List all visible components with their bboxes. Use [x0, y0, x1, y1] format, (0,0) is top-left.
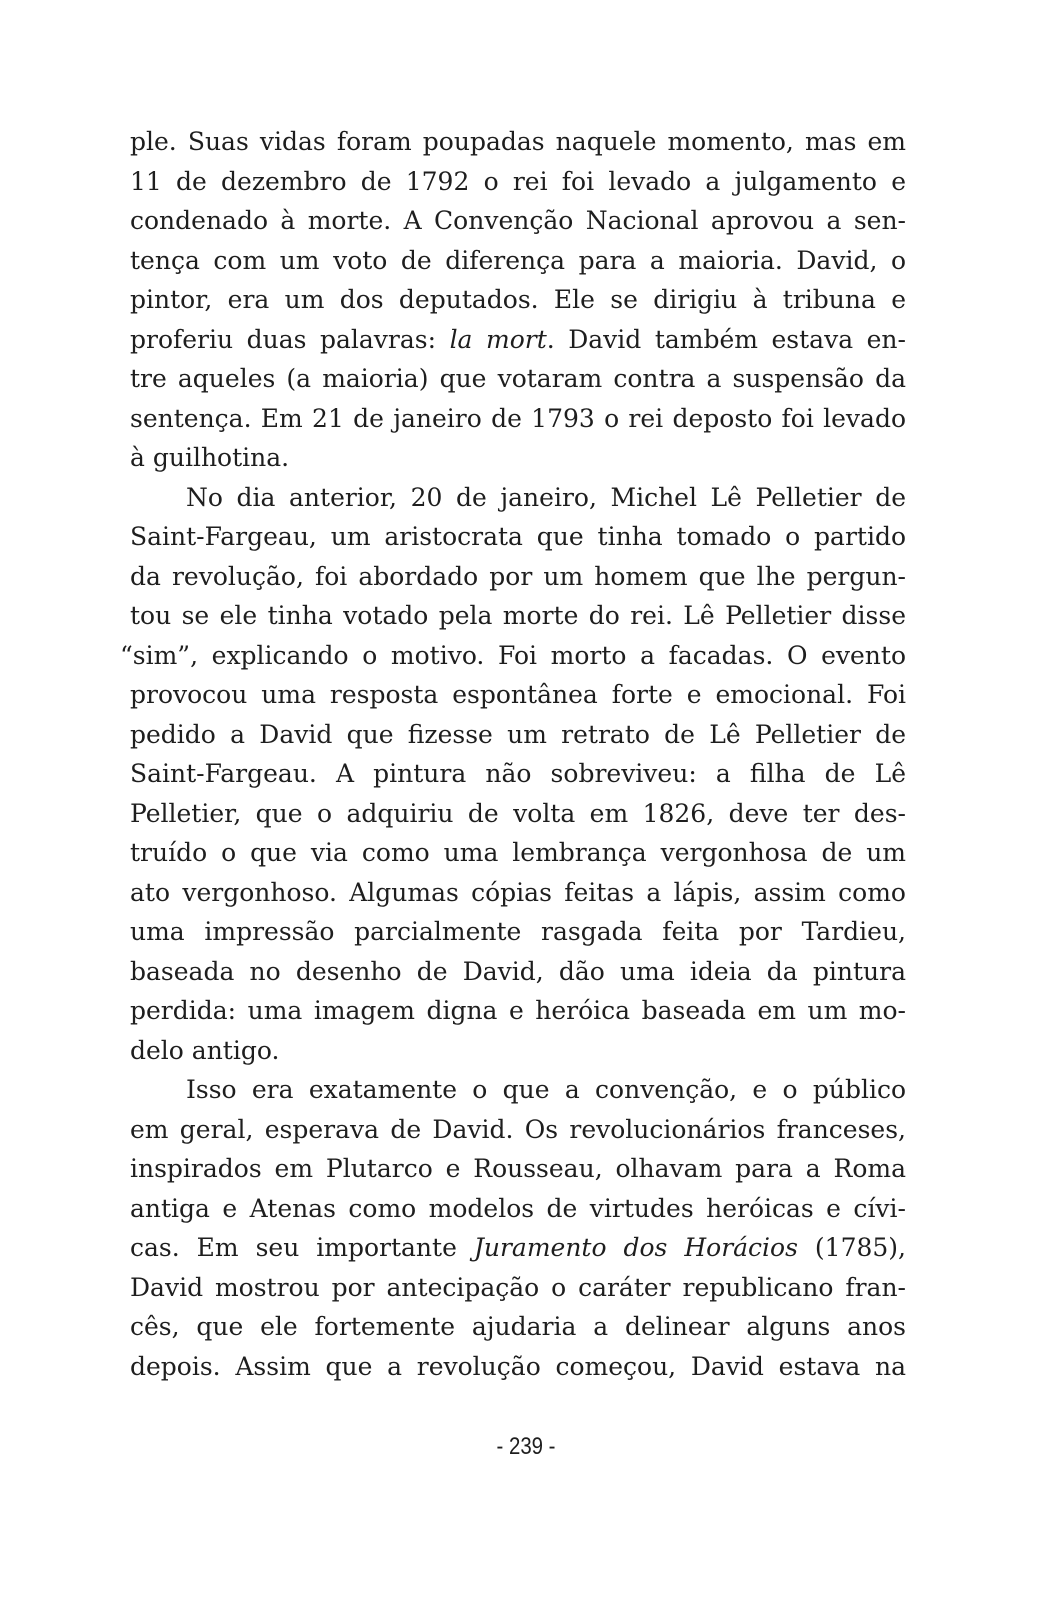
- text-segment: pedido a David que fizesse um retrato de Lê Pelletier de: [130, 719, 906, 749]
- paragraph: [120, 478, 906, 1071]
- text-line: [130, 1189, 906, 1229]
- text-line: [130, 478, 906, 518]
- text-line: [130, 1110, 906, 1150]
- text-segment: ple. Suas vidas foram poupadas naquele momento, mas em: [130, 127, 906, 156]
- text-segment: pintor, era um dos deputados. Ele se dirigiu à tribuna e: [130, 285, 906, 314]
- page-number: - 239 -: [496, 1433, 556, 1460]
- text-line: [130, 359, 906, 399]
- italic-text: Juramento dos Horácios: [473, 1233, 798, 1262]
- text-line: [130, 438, 906, 478]
- text-line: [130, 1307, 906, 1347]
- text-line: [130, 873, 906, 913]
- text-segment: provocou uma resposta espontânea forte e emocional. Foi: [130, 680, 906, 709]
- text-segment: 11 de dezembro de 1792 o rei foi levado a julgamento e: [130, 166, 906, 196]
- paragraph: [130, 122, 906, 478]
- body-text: [120, 122, 906, 1386]
- text-line: [130, 833, 906, 873]
- text-segment: perdida: uma imagem digna e heróica baseada em um mo-: [130, 996, 906, 1025]
- text-line: [130, 517, 906, 557]
- text-segment: Saint-Fargeau. A pintura não sobreviveu: a filha de Lê: [130, 759, 906, 788]
- text-line: [130, 201, 906, 241]
- text-line: [130, 596, 906, 636]
- text-segment: ato vergonhoso. Algumas cópias feitas a lápis, assim como: [130, 877, 906, 907]
- text-line: [130, 1347, 906, 1387]
- text-line: [130, 912, 906, 952]
- text-segment: No dia anterior, 20 de janeiro, Michel Lê Pelletier de: [186, 482, 906, 512]
- text-line: [130, 399, 906, 439]
- text-segment: truído o que via como uma lembrança vergonhosa de um: [130, 838, 906, 867]
- text-segment: inspirados em Plutarco e Rousseau, olhavam para a Roma: [130, 1154, 906, 1183]
- text-segment: Pelletier, que o adquiriu de volta em 1826, deve ter des-: [130, 798, 906, 828]
- text-line: [130, 1268, 906, 1308]
- text-line: [130, 991, 906, 1031]
- text-line: [130, 715, 906, 755]
- text-line: [130, 1228, 906, 1268]
- text-segment: uma impressão parcialmente rasgada feita por Tardieu,: [130, 917, 906, 946]
- text-segment: David mostrou por antecipação o caráter republicano fran-: [130, 1272, 906, 1302]
- text-line: [130, 122, 906, 162]
- text-line: [130, 241, 906, 281]
- text-segment: tre aqueles (a maioria) que votaram contra a suspensão da: [130, 364, 906, 393]
- text-segment: em geral, esperava de David. Os revolucionários franceses,: [130, 1114, 906, 1144]
- text-segment: sentença. Em 21 de janeiro de 1793 o rei deposto foi levado: [130, 403, 906, 433]
- text-line: [130, 794, 906, 834]
- text-line: [130, 1031, 906, 1071]
- text-segment: (1785),: [797, 1233, 906, 1262]
- text-line: [130, 1070, 906, 1110]
- text-segment: cês, que ele fortemente ajudaria a delinear alguns anos: [130, 1312, 906, 1341]
- text-segment: proferiu duas palavras:: [130, 324, 450, 354]
- text-segment: . David também estava en-: [546, 324, 906, 354]
- text-line: [130, 952, 906, 992]
- text-segment: à guilhotina.: [130, 443, 290, 472]
- text-line: [120, 636, 906, 676]
- text-segment: Saint-Fargeau, um aristocrata que tinha tomado o partido: [130, 522, 906, 551]
- text-segment: baseada no desenho de David, dão uma ideia da pintura: [130, 956, 906, 986]
- text-segment: cas. Em seu importante: [130, 1233, 474, 1262]
- paragraph: [130, 1070, 906, 1386]
- text-line: [130, 1149, 906, 1189]
- text-segment: Isso era exatamente o que a convenção, e o público: [186, 1075, 906, 1104]
- text-segment: “sim”, explicando o motivo. Foi morto a facadas. O evento: [120, 640, 906, 670]
- text-line: [130, 280, 906, 320]
- text-segment: antiga e Atenas como modelos de virtudes heróicas e cívi-: [130, 1193, 906, 1223]
- italic-text: la mort: [449, 324, 547, 354]
- text-segment: delo antigo.: [130, 1035, 280, 1065]
- text-segment: condenado à morte. A Convenção Nacional aprovou a sen-: [130, 206, 906, 235]
- text-segment: da revolução, foi abordado por um homem que lhe pergun-: [130, 561, 906, 591]
- text-line: [130, 754, 906, 794]
- text-line: [130, 162, 906, 202]
- text-segment: tença com um voto de diferença para a maioria. David, o: [130, 245, 906, 275]
- text-segment: tou se ele tinha votado pela morte do rei. Lê Pelletier disse: [130, 601, 906, 630]
- text-line: [130, 557, 906, 597]
- text-line: [130, 675, 906, 715]
- text-segment: depois. Assim que a revolução começou, David estava na: [130, 1351, 906, 1381]
- text-line: [130, 320, 906, 360]
